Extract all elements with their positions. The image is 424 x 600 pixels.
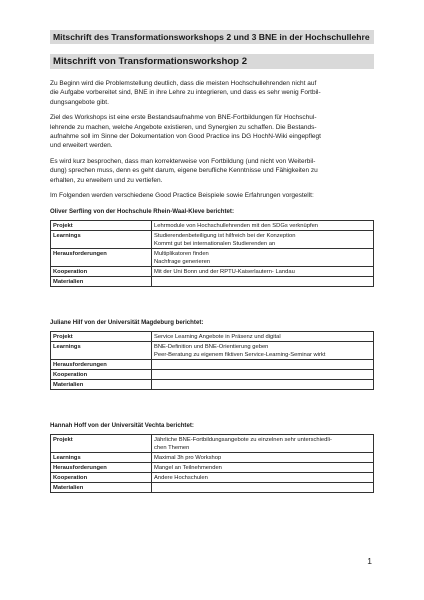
section-heading: Oliver Serfling von der Hochschule Rhein-Waal-Kleve berichtet: bbox=[50, 208, 234, 216]
table-row bbox=[51, 463, 374, 473]
table-value-line: Multiplikatoren finden bbox=[154, 250, 209, 257]
table-row bbox=[51, 435, 374, 453]
paragraph-line: die Aufgabe vorbereitet sind, BNE in ihre Lehre zu integrieren, und dass es sehr wenig Fortbil- bbox=[50, 89, 321, 97]
paragraph bbox=[50, 79, 374, 107]
paragraph-line: aufnahme soll im Sinne der Dokumentation von Good Practice ins DG HochN-Wiki eingepflegt bbox=[50, 133, 321, 141]
paragraph bbox=[50, 191, 374, 200]
table-row-key: Kooperation bbox=[51, 370, 152, 380]
table-row bbox=[51, 453, 374, 463]
section-spacer bbox=[50, 287, 374, 311]
table-row-key: Kooperation bbox=[51, 473, 152, 483]
table-row-key: Projekt bbox=[51, 435, 152, 453]
table-value-line: Mangel an Teilnehmenden bbox=[154, 464, 222, 471]
table-row bbox=[51, 370, 374, 380]
table-value-line: Mit der Uni Bonn und der RPTU-Kaiserlautern- Landau bbox=[154, 268, 295, 275]
table-value-line: Jährliche BNE-Fortbildungsangebote zu einzelnen sehr unterschiedli- bbox=[154, 436, 332, 443]
table-value-line: Studierendenbeteiligung ist hilfreich bei der Konzeption bbox=[154, 232, 296, 239]
table-value-line: chen Themen bbox=[154, 444, 190, 451]
table-row-key: Learnings bbox=[51, 231, 152, 249]
paragraph bbox=[50, 157, 374, 185]
section-heading: Juliane Hilf von der Universität Magdeburg berichtet: bbox=[50, 319, 204, 327]
table-row bbox=[51, 221, 374, 231]
table-row-key: Herausforderungen bbox=[51, 249, 152, 267]
table-row-value bbox=[152, 370, 374, 380]
table-row-value bbox=[152, 332, 374, 342]
table-row-key: Materialien bbox=[51, 483, 152, 493]
table-value-line: Andere Hochschulen bbox=[154, 474, 208, 481]
paragraph-line: Zu Beginn wird die Problemstellung deutlich, dass die meisten Hochschullehrenden nicht auf bbox=[50, 80, 317, 87]
table-row-value bbox=[152, 360, 374, 370]
table-value-line bbox=[154, 278, 371, 286]
table-value-line: Peer-Beratung zu eigenem fiktiven Service-Learning-Seminar wirkt bbox=[154, 351, 326, 358]
table-value-line: Lehrmodule von Hochschullehrenden mit den SDGs verknüpfen bbox=[154, 222, 319, 229]
intro-paragraphs bbox=[50, 79, 374, 200]
report-table bbox=[50, 331, 374, 390]
table-row-value bbox=[152, 473, 374, 483]
table-value-line bbox=[154, 361, 371, 369]
table-row-value bbox=[152, 267, 374, 277]
table-value-line: Maximal 3h pro Workshop bbox=[154, 454, 222, 461]
paragraph bbox=[50, 113, 374, 151]
report-table bbox=[50, 220, 374, 287]
paragraph-line: Es wird kurz besprochen, dass man korrekterweise von Fortbildung (und nicht von Weiterbil- bbox=[50, 157, 316, 165]
page-number: 1 bbox=[367, 556, 372, 566]
table-row bbox=[51, 483, 374, 493]
table-row-key: Projekt bbox=[51, 332, 152, 342]
table-row bbox=[51, 231, 374, 249]
paragraph-line: dungsangebote gibt. bbox=[50, 98, 109, 106]
table-row-key: Herausforderungen bbox=[51, 463, 152, 473]
report-sections bbox=[50, 208, 374, 493]
paragraph-line: Im Folgenden werden verschiedene Good Practice Beispiele sowie Erfahrungen vorgestellt: bbox=[50, 192, 314, 200]
table-row-value bbox=[152, 435, 374, 453]
table-row-key: Projekt bbox=[51, 221, 152, 231]
section-spacer bbox=[50, 390, 374, 414]
table-row-key: Herausforderungen bbox=[51, 360, 152, 370]
table-row-value bbox=[152, 453, 374, 463]
table-row bbox=[51, 267, 374, 277]
table-value-line: BNE-Definition und BNE-Orientierung geben bbox=[154, 343, 269, 350]
table-row-key: Materialien bbox=[51, 380, 152, 390]
table-row bbox=[51, 332, 374, 342]
section-heading: Hannah Hoff von der Universität Vechta berichtet: bbox=[50, 422, 194, 430]
table-row-key: Materialien bbox=[51, 277, 152, 287]
table-row-value bbox=[152, 277, 374, 287]
table-row-value bbox=[152, 463, 374, 473]
report-table bbox=[50, 434, 374, 493]
paragraph-line: erhalten, zu erweitern und zu vertiefen. bbox=[50, 176, 163, 184]
table-row-value bbox=[152, 231, 374, 249]
table-row bbox=[51, 380, 374, 390]
table-row-value bbox=[152, 483, 374, 493]
table-value-line bbox=[154, 371, 371, 379]
paragraph-line: und erweitert werden. bbox=[50, 142, 113, 150]
table-row-value bbox=[152, 221, 374, 231]
table-row bbox=[51, 277, 374, 287]
table-row-value bbox=[152, 249, 374, 267]
paragraph-line: Ziel des Workshops ist eine erste Bestandsaufnahme von BNE-Fortbildungen für Hochschul- bbox=[50, 114, 317, 122]
table-row-key: Learnings bbox=[51, 342, 152, 360]
table-row-key: Kooperation bbox=[51, 267, 152, 277]
paragraph-line: dung) sprechen muss, denn es geht darum, eigene berufliche Kenntnisse und Fähigkeiten zu bbox=[50, 167, 318, 175]
table-value-line: Service Learning Angebote in Präsenz und digital bbox=[154, 333, 281, 340]
table-row bbox=[51, 342, 374, 360]
table-value-line bbox=[154, 484, 371, 492]
table-value-line: Nachfrage generieren bbox=[154, 258, 211, 265]
table-row-value bbox=[152, 380, 374, 390]
table-value-line: Kommt gut bei internationalen Studierenden an bbox=[154, 240, 276, 247]
table-row bbox=[51, 360, 374, 370]
table-row-value bbox=[152, 342, 374, 360]
table-row bbox=[51, 249, 374, 267]
table-row bbox=[51, 473, 374, 483]
paragraph-line: lehrende zu machen, welche Angebote existieren, und Synergien zu schaffen. Die Bestands- bbox=[50, 123, 317, 131]
table-row-key: Learnings bbox=[51, 453, 152, 463]
document-title: Mitschrift des Transformationsworkshops 2 und 3 BNE in der Hochschullehre bbox=[50, 30, 374, 44]
document-subtitle: Mitschrift von Transformationsworkshop 2 bbox=[50, 54, 374, 69]
table-value-line bbox=[154, 381, 371, 389]
